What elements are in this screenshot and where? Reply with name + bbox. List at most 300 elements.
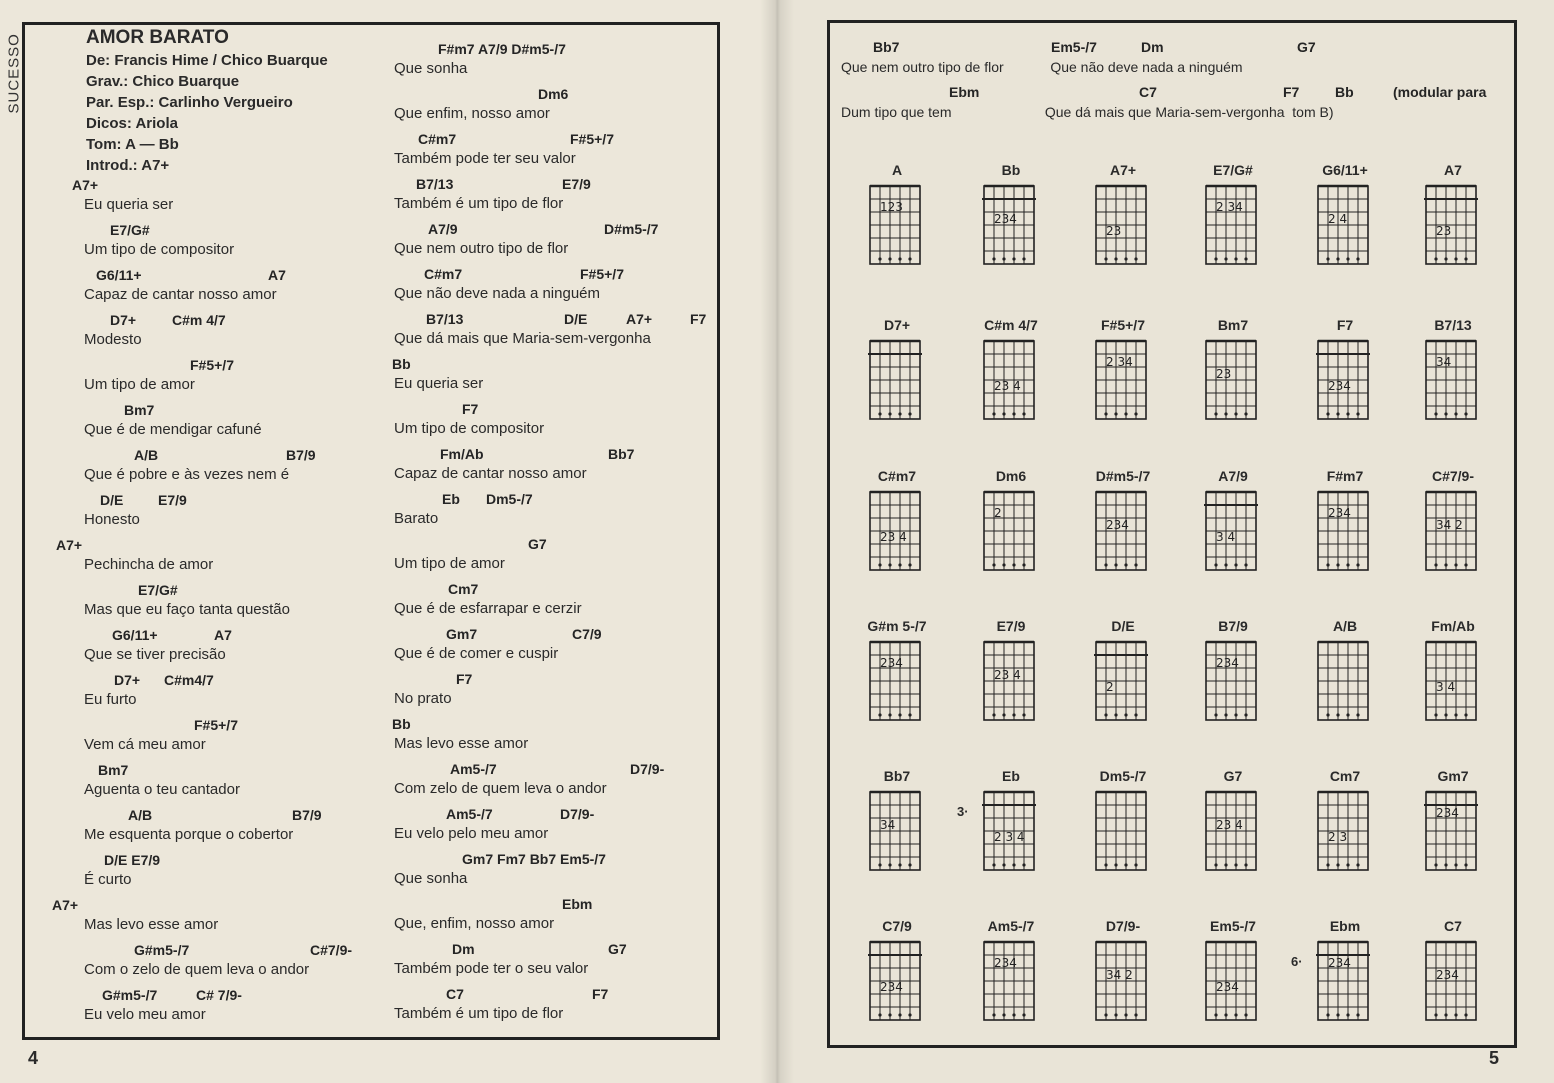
chord-symbol: B7/9 [292, 807, 322, 823]
finger-marks: 123 [880, 200, 903, 214]
chord-symbol: Eb [442, 491, 460, 507]
chord-diagram [1305, 766, 1385, 891]
finger-marks: 23 4 [994, 668, 1021, 682]
chord-line [84, 671, 414, 690]
chord-symbol: F7 [456, 671, 473, 687]
chord-symbol: A7+ [626, 311, 653, 327]
chord-symbol: G6/11+ [96, 267, 142, 283]
fretboard-grid [1090, 938, 1156, 1032]
chord-symbol: G7 [608, 941, 627, 957]
chord-diagram [1413, 916, 1493, 1041]
chord-diagram-name: C#7/9- [1431, 468, 1475, 484]
chord-diagram-name: Dm5-/7 [1099, 768, 1147, 784]
lyric-line: No prato [394, 690, 452, 707]
chord-symbol: Bb [392, 356, 411, 372]
chord-line [394, 85, 724, 104]
chord-diagram-name: C#m7 [877, 468, 917, 484]
chord-diagram [1291, 916, 1385, 1041]
chord-diagram-name: F7 [1336, 317, 1354, 333]
fretboard-grid [1420, 638, 1486, 732]
chord-line [84, 311, 414, 330]
lyric-line: Mas que eu faço tanta questão [84, 601, 290, 618]
chord-diagram-name: E7/G# [1213, 162, 1253, 178]
chord-line [841, 83, 1521, 102]
chord-line [394, 805, 724, 824]
chord-diagram-name: B7/9 [1218, 618, 1248, 634]
finger-marks: 234 [1216, 656, 1239, 670]
fretboard-grid [864, 938, 930, 1032]
chord-symbol: C# 7/9- [196, 987, 242, 1003]
fretboard-grid [1200, 938, 1266, 1032]
fret-number: 3· [957, 804, 969, 819]
song-intro: Introd.: A7+ [86, 157, 170, 174]
lyric-line: Mas levo esse amor [394, 735, 529, 752]
fretboard-grid [864, 638, 930, 732]
chord-diagram-name: A7+ [1109, 162, 1137, 178]
chord-symbol: Bb7 [873, 39, 900, 55]
finger-marks: 2 [994, 506, 1002, 520]
chord-symbol: Dm [1141, 39, 1164, 55]
chord-line [84, 401, 414, 420]
finger-marks: 2 34 [1106, 355, 1133, 369]
lyric-line: Que é de esfarrapar e cerzir [394, 600, 582, 617]
chord-line [84, 716, 414, 735]
chord-line [394, 40, 724, 59]
chord-diagram [971, 466, 1051, 591]
fretboard-grid [978, 488, 1044, 582]
chord-diagram-name: A7 [1444, 162, 1462, 178]
finger-marks: 23 [1106, 224, 1122, 238]
chord-diagram-name: G#m 5-/7 [867, 618, 927, 634]
finger-marks: 234 [880, 656, 903, 670]
chord-diagram-name: D7+ [883, 317, 911, 333]
side-label: SUCESSO [5, 33, 23, 114]
finger-marks: 234 [994, 212, 1017, 226]
fretboard-grid [1312, 337, 1378, 431]
lyric-line: Vem cá meu amor [84, 736, 206, 753]
fretboard-grid [978, 788, 1044, 882]
fretboard-grid [864, 788, 930, 882]
chord-symbol: C7 [446, 986, 464, 1002]
chord-diagram-name: D#m5-/7 [1095, 468, 1151, 484]
chord-diagram-name: F#5+/7 [1101, 317, 1145, 333]
fret-number: 6· [1291, 954, 1303, 969]
chord-line [84, 851, 414, 870]
lyric-line: Barato [394, 510, 439, 527]
chord-diagram [1413, 766, 1493, 891]
fretboard-grid [1420, 488, 1486, 582]
fretboard-grid [864, 182, 930, 276]
chord-line [84, 446, 414, 465]
chord-symbol: F#m7 A7/9 D#m5-/7 [438, 41, 566, 57]
chord-diagram [857, 916, 937, 1041]
chord-diagram-name: C7 [1444, 918, 1462, 934]
chord-line [394, 850, 724, 869]
lyric-line: Também pode ter o seu valor [394, 960, 589, 977]
lyric-line: Um tipo de compositor [394, 420, 545, 437]
finger-marks: 23 4 [880, 530, 907, 544]
chord-symbol: F7 [592, 986, 609, 1002]
chord-line [394, 580, 724, 599]
chord-symbol: C#m4/7 [164, 672, 214, 688]
chord-diagram [857, 466, 937, 591]
chord-line [84, 806, 414, 825]
chord-symbol: D/E [564, 311, 588, 327]
lyric-line: Com o zelo de quem leva o andor [84, 961, 310, 978]
chord-diagram-name: G6/11+ [1322, 162, 1368, 178]
fretboard-grid [1420, 788, 1486, 882]
song-recording: Grav.: Chico Buarque [86, 73, 240, 90]
chord-diagram [1083, 160, 1163, 285]
chord-line [394, 715, 724, 734]
finger-marks: 23 [1436, 224, 1452, 238]
lyric-line: Que sonha [394, 60, 468, 77]
chord-symbol: A7 [268, 267, 286, 283]
lyric-line: Eu velo pelo meu amor [394, 825, 549, 842]
chord-symbol: Bb [392, 716, 411, 732]
chord-symbol: C#7/9- [310, 942, 353, 958]
chord-line [394, 490, 724, 509]
chord-diagram [1193, 766, 1273, 891]
chord-diagram-name: Em5-/7 [1210, 918, 1256, 934]
finger-marks: 34 2 [1436, 518, 1463, 532]
finger-marks: 34 [880, 818, 896, 832]
chord-symbol: Fm/Ab [440, 446, 484, 462]
fretboard-grid [1090, 337, 1156, 431]
right-page [777, 0, 1554, 1083]
chord-diagram [857, 160, 937, 285]
chord-diagram [1083, 315, 1163, 440]
finger-marks: 234 [1436, 806, 1459, 820]
chord-symbol: B7/9 [286, 447, 316, 463]
chord-line [84, 491, 414, 510]
chord-diagram [1413, 616, 1493, 741]
chord-symbol: A/B [134, 447, 159, 463]
chord-diagram [1413, 160, 1493, 285]
fretboard-grid [1420, 182, 1486, 276]
lyric-line: Que, enfim, nosso amor [394, 915, 555, 932]
chord-symbol: Em5-/7 [1051, 39, 1097, 55]
finger-marks: 234 [994, 956, 1017, 970]
chord-symbol: D/E E7/9 [104, 852, 161, 868]
fretboard-grid [864, 488, 930, 582]
chord-diagram [1193, 466, 1273, 591]
chord-line [56, 536, 414, 555]
lyric-line: Que é de comer e cuspir [394, 645, 559, 662]
fretboard-grid [1200, 182, 1266, 276]
chord-symbol: G#m5-/7 [102, 987, 158, 1003]
chord-line [84, 761, 414, 780]
chord-diagram [1413, 466, 1493, 591]
lyric-line: Capaz de cantar nosso amor [84, 286, 277, 303]
chord-diagram [857, 616, 937, 741]
chord-line [394, 535, 724, 554]
chord-diagram-name: A [891, 162, 903, 178]
chord-symbol: C7 [1139, 84, 1157, 100]
finger-marks: 2 [1106, 680, 1114, 694]
chord-line [841, 38, 1521, 57]
chord-diagram [1305, 315, 1385, 440]
chord-diagram [1305, 466, 1385, 591]
chord-symbol: F#5+/7 [580, 266, 624, 282]
fretboard-grid [1200, 488, 1266, 582]
lyric-line: Dum tipo que tem Que dá mais que Maria-sem-vergonha tom B) [841, 104, 1334, 120]
chord-diagram-name: C#m 4/7 [984, 317, 1038, 333]
finger-marks: 34 2 [1106, 968, 1133, 982]
chord-line [394, 760, 724, 779]
lyric-line: Que nem outro tipo de flor [394, 240, 569, 257]
chord-symbol: A/B [128, 807, 153, 823]
chord-symbol: F7 [462, 401, 479, 417]
chord-diagram-name: G7 [1223, 768, 1243, 784]
chord-symbol: Bb7 [608, 446, 635, 462]
chord-line [72, 176, 414, 195]
chord-diagram [971, 315, 1051, 440]
chord-diagram-name: C7/9 [882, 918, 912, 934]
chord-symbol: Bm7 [124, 402, 155, 418]
lyric-line: Que não deve nada a ninguém [394, 285, 600, 302]
continued-lyrics [841, 38, 1521, 128]
finger-marks: 234 [1106, 518, 1129, 532]
fretboard-grid [1312, 182, 1378, 276]
finger-marks: 2 4 [1328, 212, 1348, 226]
chord-line [394, 400, 724, 419]
chord-diagram-name: Ebm [1329, 918, 1361, 934]
lyric-line: Um tipo de amor [84, 376, 195, 393]
chord-diagram-name: Dm6 [995, 468, 1027, 484]
chord-diagram-name: Cm7 [1329, 768, 1361, 784]
chord-diagram [957, 766, 1051, 891]
lyric-line: Um tipo de compositor [84, 241, 235, 258]
chord-diagram-name: F#m7 [1326, 468, 1364, 484]
finger-marks: 34 [1436, 355, 1452, 369]
chord-symbol: A7+ [52, 897, 79, 913]
chord-diagram-name: Am5-/7 [987, 918, 1035, 934]
chord-symbol: G6/11+ [112, 627, 158, 643]
lyric-line: Que é pobre e às vezes nem é [84, 466, 290, 483]
chord-symbol: G#m5-/7 [134, 942, 190, 958]
lyric-line: Que nem outro tipo de flor Que não deve nada a ninguém [841, 59, 1243, 75]
finger-marks: 234 [1328, 956, 1351, 970]
fretboard-grid [1200, 638, 1266, 732]
chord-line [84, 266, 414, 285]
fretboard-grid [1090, 488, 1156, 582]
chord-line [394, 895, 724, 914]
chord-diagram-name: B7/13 [1434, 317, 1472, 333]
chord-line [394, 985, 724, 1004]
finger-marks: 234 [880, 980, 903, 994]
lyric-line: Capaz de cantar nosso amor [394, 465, 587, 482]
chord-line [84, 221, 414, 240]
lyric-line: Um tipo de amor [394, 555, 505, 572]
chord-line [84, 941, 414, 960]
chord-diagram [1305, 160, 1385, 285]
chord-symbol: Am5-/7 [446, 806, 493, 822]
chord-line [84, 581, 414, 600]
song-authors: De: Francis Hime / Chico Buarque [86, 52, 328, 69]
chord-symbol: Gm7 Fm7 Bb7 Em5-/7 [462, 851, 606, 867]
lyric-line: Aguenta o teu cantador [84, 781, 240, 798]
chord-line [84, 626, 414, 645]
lyric-line: Mas levo esse amor [84, 916, 219, 933]
chord-symbol: D7+ [114, 672, 141, 688]
chord-diagram-name: D7/9- [1105, 918, 1141, 934]
fretboard-grid [1312, 488, 1378, 582]
chord-symbol: F7 [1283, 84, 1300, 100]
chord-symbol: G7 [528, 536, 547, 552]
chord-line [394, 130, 724, 149]
chord-symbol: D/E [100, 492, 124, 508]
chord-line [52, 896, 414, 915]
chord-symbol: Cm7 [448, 581, 479, 597]
chord-diagram [1193, 616, 1273, 741]
lyric-line: É curto [84, 871, 132, 888]
chord-symbol: A7/9 [428, 221, 458, 237]
fretboard-grid [1420, 337, 1486, 431]
chord-diagram [857, 315, 937, 440]
chord-diagram-name: Bm7 [1217, 317, 1249, 333]
lyric-line: Também pode ter seu valor [394, 150, 576, 167]
chord-diagram [857, 766, 937, 891]
song-label: Dicos: Ariola [86, 115, 178, 132]
finger-marks: 234 [1328, 506, 1351, 520]
chord-diagram [1083, 916, 1163, 1041]
chord-symbol: Dm6 [538, 86, 569, 102]
lyric-line: Modesto [84, 331, 142, 348]
chord-diagram [1193, 315, 1273, 440]
chord-diagram-name: Bb [1001, 162, 1021, 178]
fretboard-grid [1312, 638, 1378, 732]
chord-symbol: Dm [452, 941, 475, 957]
finger-marks: 3 4 [1436, 680, 1456, 694]
chord-diagram [1193, 160, 1273, 285]
chord-line [394, 940, 724, 959]
lyric-line: Que é de mendigar cafuné [84, 421, 262, 438]
chord-diagram [971, 616, 1051, 741]
chord-symbol: Ebm [949, 84, 980, 100]
chord-line [394, 310, 724, 329]
chord-line [394, 355, 724, 374]
chord-symbol: D7/9- [630, 761, 665, 777]
lyric-line: Que se tiver precisão [84, 646, 226, 663]
chord-line [394, 175, 724, 194]
song-title: AMOR BARATO [86, 27, 229, 48]
finger-marks: 2 3 4 [994, 830, 1025, 844]
finger-marks: 23 [1216, 367, 1232, 381]
page-number-right: 5 [1489, 1048, 1500, 1068]
chord-diagram-name: A/B [1332, 618, 1358, 634]
lyrics-column-2 [394, 40, 724, 1030]
chord-diagram [1083, 616, 1163, 741]
fretboard-grid [1200, 337, 1266, 431]
lyric-line: Também é um tipo de flor [394, 1005, 564, 1022]
chord-diagram-name: Eb [1002, 768, 1020, 784]
chord-symbol: G7 [1297, 39, 1316, 55]
chord-diagram-name: Fm/Ab [1431, 618, 1475, 634]
chord-symbol: (modular para [1393, 84, 1487, 100]
chord-diagram-name: Gm7 [1437, 768, 1469, 784]
book-gutter [760, 0, 794, 1083]
chord-symbol: Bm7 [98, 762, 129, 778]
chord-diagram-name: Bb7 [883, 768, 911, 784]
chord-diagram [971, 916, 1051, 1041]
chord-line [394, 220, 724, 239]
chord-symbol: B7/13 [426, 311, 464, 327]
chord-symbol: Am5-/7 [450, 761, 497, 777]
chord-symbol: F#5+/7 [190, 357, 234, 373]
chord-diagram [1083, 466, 1163, 591]
finger-marks: 2 3 [1328, 830, 1348, 844]
chord-symbol: D7/9- [560, 806, 595, 822]
chord-line [84, 986, 414, 1005]
finger-marks: 23 4 [994, 379, 1021, 393]
chord-symbol: D7+ [110, 312, 137, 328]
finger-marks: 23 4 [1216, 818, 1243, 832]
chord-line [394, 445, 724, 464]
fretboard-grid [1312, 938, 1378, 1032]
fretboard-grid [1090, 182, 1156, 276]
chord-diagram-name: D/E [1111, 618, 1135, 634]
chord-diagram [1413, 315, 1493, 440]
lyric-line: Eu queria ser [84, 196, 174, 213]
fretboard-grid [978, 638, 1044, 732]
chord-line [394, 625, 724, 644]
chord-diagram [1193, 916, 1273, 1041]
fretboard-grid [864, 337, 930, 431]
lyric-line: Eu velo meu amor [84, 1006, 206, 1023]
chord-symbol: E7/9 [158, 492, 187, 508]
chord-diagram [971, 160, 1051, 285]
chord-diagram [1083, 766, 1163, 891]
lyric-line: Me esquenta porque o cobertor [84, 826, 294, 843]
lyric-line: Que dá mais que Maria-sem-vergonha [394, 330, 651, 347]
chord-symbol: E7/9 [562, 176, 591, 192]
lyric-line: Eu queria ser [394, 375, 484, 392]
fretboard-grid [1420, 938, 1486, 1032]
chord-symbol: Bb [1335, 84, 1354, 100]
lyric-line: Que enfim, nosso amor [394, 105, 550, 122]
chord-symbol: Dm5-/7 [486, 491, 533, 507]
finger-marks: 3 4 [1216, 530, 1236, 544]
fretboard-grid [978, 938, 1044, 1032]
chord-symbol: A7+ [72, 177, 99, 193]
chord-symbol: Ebm [562, 896, 593, 912]
chord-symbol: F#5+/7 [570, 131, 614, 147]
lyric-line: Que sonha [394, 870, 468, 887]
chord-symbol: B7/13 [416, 176, 454, 192]
lyric-line: Com zelo de quem leva o andor [394, 780, 607, 797]
song-key: Tom: A — Bb [86, 136, 179, 153]
fretboard-grid [1090, 788, 1156, 882]
chord-line [84, 356, 414, 375]
chord-symbol: Gm7 [446, 626, 478, 642]
chord-symbol: E7/G# [138, 582, 178, 598]
lyric-line: Honesto [84, 511, 140, 528]
chord-symbol: F7 [690, 311, 707, 327]
chord-symbol: A7 [214, 627, 232, 643]
lyrics-column-1 [52, 176, 414, 1031]
fretboard-grid [1090, 638, 1156, 732]
chord-line [394, 670, 724, 689]
chord-symbol: A7+ [56, 537, 83, 553]
page-number-left: 4 [28, 1048, 39, 1068]
lyric-line: Pechincha de amor [84, 556, 214, 573]
chord-symbol: C7/9 [572, 626, 602, 642]
chord-symbol: C#m 4/7 [172, 312, 226, 328]
finger-marks: 234 [1328, 379, 1351, 393]
chord-symbol: E7/G# [110, 222, 150, 238]
lyric-line: Também é um tipo de flor [394, 195, 564, 212]
